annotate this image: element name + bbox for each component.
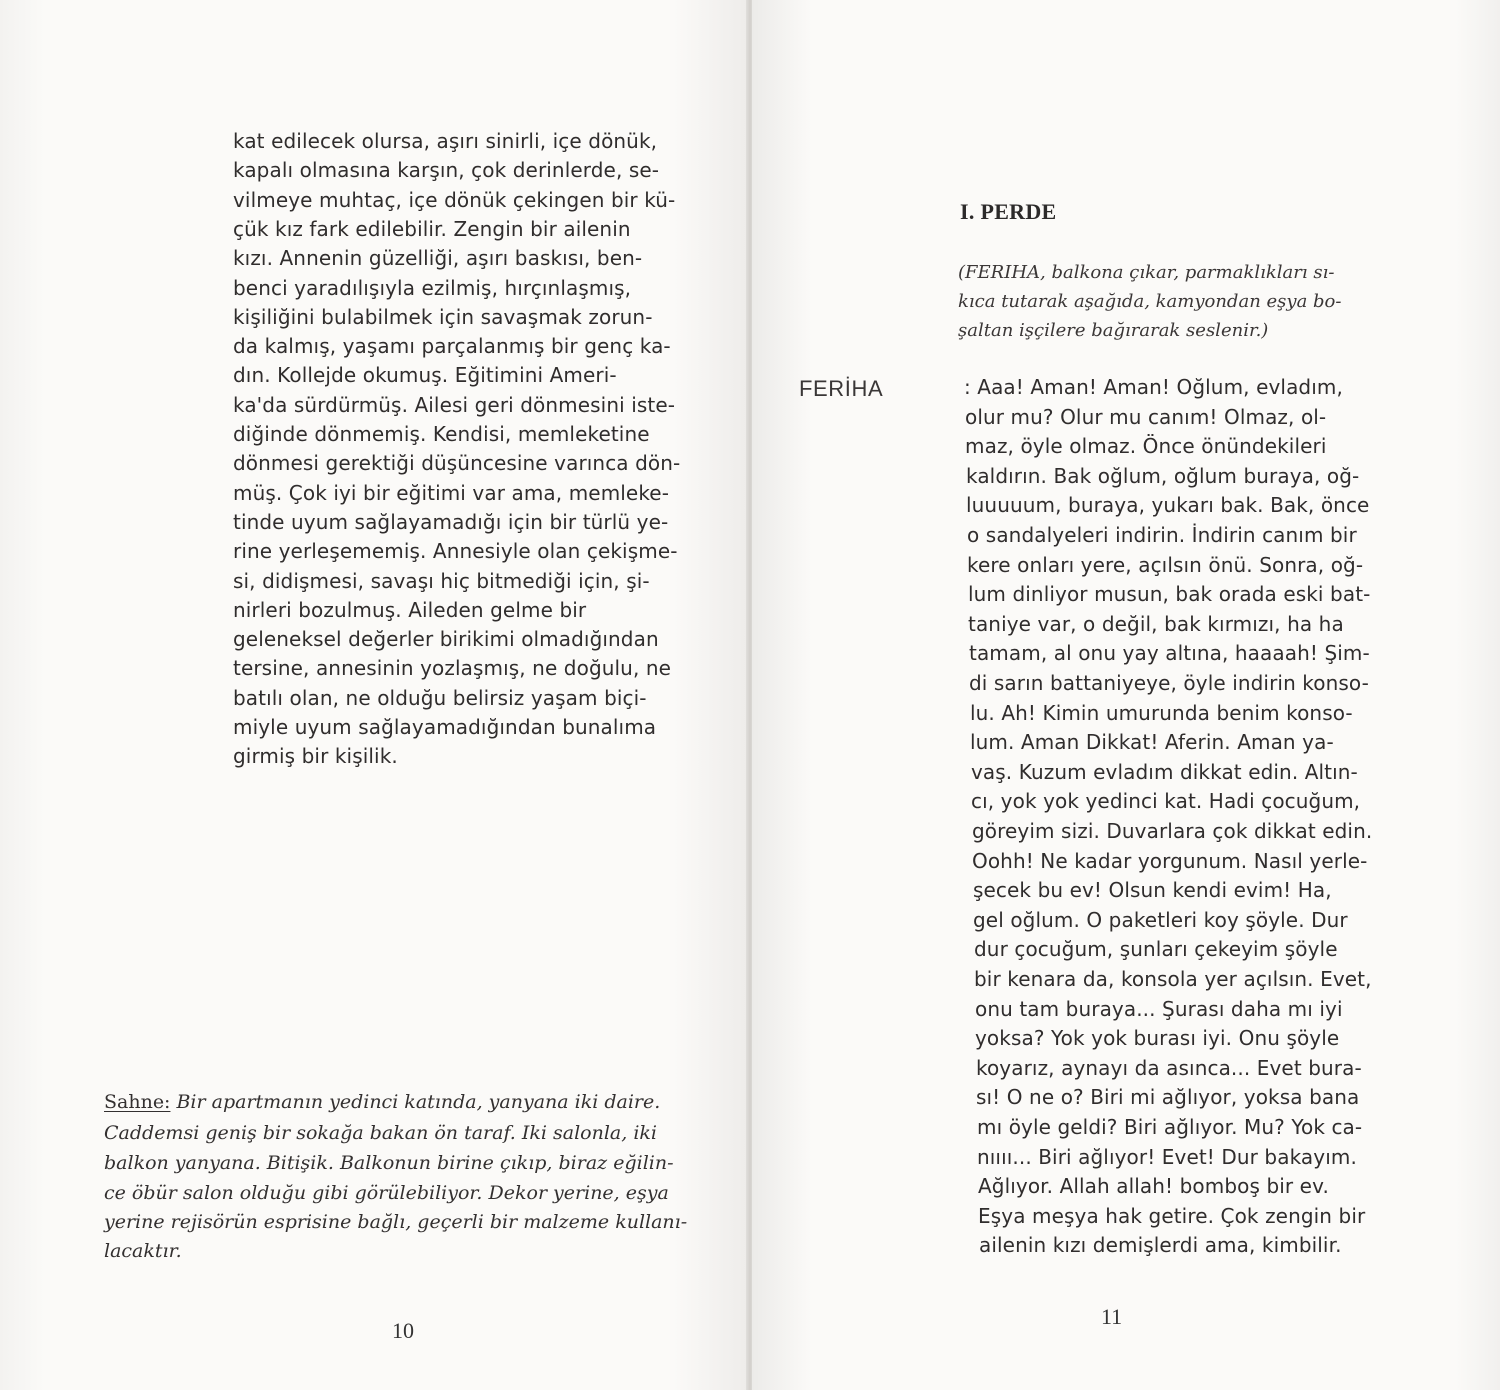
intro-line: batılı olan, ne olduğu belirsiz yaşam biçi- [233,686,647,710]
dialogue-line: mı öyle geldi? Biri ağlıyor. Mu? Yok ca- [977,1115,1363,1139]
intro-line: si, didişmesi, savaşı hiç bitmediği için, şi- [233,569,650,593]
intro-line: tersine, annesinin yozlaşmış, ne doğulu, ne [233,656,672,680]
scene-line-text: Bir apartmanın yedinci katında, yanyana iki daire. [176,1091,661,1113]
dialogue-line: Oohh! Ne kadar yorgunum. Nasıl yerle- [972,849,1368,873]
intro-line: rine yerleşememiş. Annesiyle olan çekişme- [233,539,678,563]
dialogue-line: taniye var, o değil, bak kırmızı, ha ha [968,612,1344,636]
dialogue-line: Eşya meşya hak getire. Çok zengin bir [978,1204,1366,1228]
dialogue-line: o sandalyeleri indirin. İndirin canım bir [967,523,1357,547]
stage-direction-line: kıca tutarak aşağıda, kamyondan eşya bo- [958,291,1342,312]
speaker-name: FERİHA [799,376,884,401]
intro-line: kişiliğini bulabilmek için savaşmak zorun- [233,305,653,329]
intro-line: da kalmış, yaşamı parçalanmış bir genç ka- [233,334,671,358]
intro-line: kapalı olmasına karşın, çok derinlerde, se- [233,158,660,182]
dialogue-line: koyarız, aynayı da asınca... Evet bura- [976,1056,1362,1080]
intro-line: kızı. Annenin güzelliği, aşırı baskısı, ben- [233,246,643,270]
intro-line: kat edilecek olursa, aşırı sinirli, içe dönük, [233,129,658,153]
scene-label: Sahne: [104,1091,171,1113]
intro-line: dın. Kollejde okumuş. Eğitimini Ameri- [233,363,617,387]
intro-line: çük kız fark edilebilir. Zengin bir ailenin [233,217,631,241]
scene-line [104,1087,660,1117]
dialogue-line: luuuuum, buraya, yukarı bak. Bak, önce [966,493,1370,517]
stage-direction-line: (FERIHA, balkona çıkar, parmaklıkları sı- [958,262,1335,283]
dialogue-line: dur çocuğum, şunları çekeyim şöyle [974,937,1338,961]
intro-line: dönmesi gerektiği düşüncesine varınca dön- [233,451,681,475]
dialogue-line: lum. Aman Dikkat! Aferin. Aman ya- [970,730,1334,754]
dialogue-line: olur mu? Olur mu canım! Olmaz, ol- [965,405,1327,429]
intro-line: nirleri bozulmuş. Aileden gelme bir [233,598,587,622]
stage-direction-line: şaltan işçilere bağırarak seslenir.) [958,320,1269,341]
dialogue-line: vaş. Kuzum evladım dikkat edin. Altın- [971,760,1358,784]
dialogue-line: gel oğlum. O paketleri koy şöyle. Dur [973,908,1348,932]
page-number-right: 11 [1101,1304,1123,1329]
left-page [0,0,748,1390]
scene-line: ce öbür salon olduğu gibi görülebiliyor. Dekor yerine, eşya [104,1182,669,1204]
intro-line: geleneksel değerler birikimi olmadığından [233,627,659,651]
dialogue-line: göreyim sizi. Duvarlara çok dikkat edin. [972,819,1373,843]
dialogue-line: şecek bu ev! Olsun kendi evim! Ha, [973,878,1332,902]
scene-line: balkon yanyana. Bitişik. Balkonun birine çıkıp, biraz eğilin- [104,1152,674,1174]
dialogue-line: tamam, al onu yay altına, haaaah! Şim- [969,641,1370,665]
intro-line: ka'da sürdürmüş. Ailesi geri dönmesini iste- [233,393,676,417]
dialogue-line: sı! O ne o? Biri mi ağlıyor, yoksa bana [976,1085,1360,1109]
intro-line: miyle uyum sağlayamadığından bunalıma [233,715,657,739]
dialogue-line: nıııı... Biri ağlıyor! Evet! Dur bakayım. [977,1145,1357,1169]
intro-line: girmiş bir kişilik. [233,744,398,768]
dialogue-line: Ağlıyor. Allah allah! bomboş bir ev. [978,1174,1329,1198]
dialogue-line: onu tam buraya... Şurası daha mı iyi [975,997,1343,1021]
dialogue-line: kere onları yere, açılsın önü. Sonra, oğ- [967,553,1364,577]
dialogue-line: cı, yok yok yedinci kat. Hadi çocuğum, [971,789,1361,813]
dialogue-line: kaldırın. Bak oğlum, oğlum buraya, oğ- [966,464,1360,488]
dialogue-line: di sarın battaniyeye, öyle indirin konso- [969,671,1369,695]
dialogue-line: : Aaa! Aman! Aman! Oğlum, evladım, [964,375,1343,399]
page-number-left: 10 [392,1318,414,1343]
scene-line: Caddemsi geniş bir sokağa bakan ön taraf. Iki salonla, iki [104,1122,657,1144]
intro-line: vilmeye muhtaç, içe dönük çekingen bir kü- [233,188,676,212]
dialogue-line: bir kenara da, konsola yer açılsın. Evet, [974,967,1372,991]
dialogue-line: ailenin kızı demişlerdi ama, kimbilir. [979,1233,1342,1257]
intro-line: tinde uyum sağlayamadığı için bir türlü ye- [233,510,669,534]
scene-line: lacaktır. [104,1240,182,1262]
dialogue-line: yoksa? Yok yok burası iyi. Onu şöyle [975,1026,1340,1050]
act-title: I. PERDE [960,199,1057,224]
intro-line: diğinde dönmemiş. Kendisi, memleketine [233,422,650,446]
scene-line: yerine rejisörün esprisine bağlı, geçerli bir malzeme kullanı- [104,1211,688,1233]
dialogue-line: lu. Ah! Kimin umurunda benim konso- [970,701,1353,725]
dialogue-line: maz, öyle olmaz. Önce önündekileri [965,434,1327,458]
intro-line: müş. Çok iyi bir eğitimi var ama, memleke- [233,481,670,505]
dialogue-line: lum dinliyor musun, bak orada eski bat- [968,582,1371,606]
intro-line: benci yaradılışıyla ezilmiş, hırçınlaşmış, [233,276,632,300]
